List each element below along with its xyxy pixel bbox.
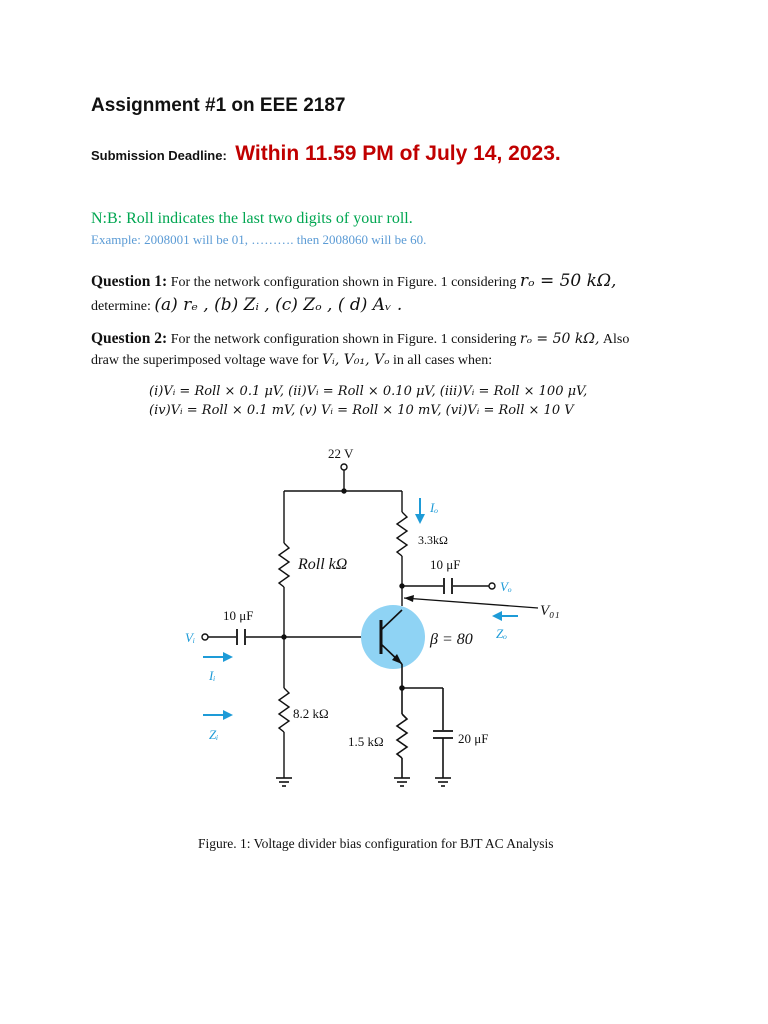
deadline-label: Submission Deadline: — [91, 148, 227, 163]
ii-arrow — [223, 652, 233, 662]
io-label: Iₒ — [430, 500, 439, 515]
question-1-label: Question 1: — [91, 273, 168, 290]
question-2-cases-intro: in all cases when: — [393, 353, 493, 368]
c-out-label: 10 μF — [430, 557, 461, 572]
r1-resistor — [279, 543, 289, 587]
figure-caption: Figure. 1: Voltage divider bias configuration for BJT AC Analysis — [198, 836, 554, 851]
question-1-text: For the network configuration shown in Figure. 1 considering — [170, 275, 517, 290]
example-note: Example: 2008001 will be 01, ………. then 2008060 will be 60. — [91, 232, 427, 247]
r2-resistor — [279, 688, 289, 732]
supply-terminal — [341, 464, 347, 470]
zo-arrow — [492, 611, 502, 621]
question-1 — [91, 270, 691, 318]
question-2-also: Also — [602, 332, 630, 347]
vi-label: Vᵢ — [185, 630, 195, 645]
ii-label: Iᵢ — [209, 668, 216, 683]
zi-label: Zᵢ — [209, 727, 219, 742]
v01-label: V₀₁ — [540, 603, 560, 619]
question-2-condition: rₒ = 50 kΩ, — [519, 331, 600, 347]
question-1-parts: (a) rₑ , (b) Zᵢ , (c) Zₒ , ( d) Aᵥ . — [154, 295, 403, 315]
c-in-label: 10 μF — [223, 608, 254, 623]
re-label: 1.5 kΩ — [348, 734, 384, 749]
nb-note: N:B: Roll indicates the last two digits of your roll. — [91, 210, 413, 227]
rc-resistor — [397, 512, 407, 556]
rc-label: 3.3kΩ — [418, 533, 448, 547]
question-1-condition: rₒ = 50 kΩ, — [519, 271, 617, 291]
supply-label: 22 V — [328, 446, 354, 461]
zo-label: Zₒ — [496, 626, 507, 641]
io-arrow — [415, 514, 425, 524]
question-1-determine: determine: — [91, 299, 151, 314]
question-2-draw: draw the superimposed voltage wave for — [91, 353, 319, 368]
question-2-waves: Vᵢ, V₀₁, Vₒ — [321, 352, 390, 368]
cases-line-2: (iv)Vᵢ = Roll × 0.1 mV, (v) Vᵢ = Roll × 10 mV, (vi)Vᵢ = Roll × 10 V — [149, 403, 574, 418]
deadline-row — [91, 142, 561, 166]
zi-arrow — [223, 710, 233, 720]
ground-symbols — [276, 778, 451, 786]
deadline-value: Within 11.59 PM of July 14, 2023. — [235, 142, 561, 165]
r2-label: 8.2 kΩ — [293, 706, 329, 721]
question-2 — [91, 329, 691, 371]
cases-line-1: (i)Vᵢ = Roll × 0.1 μV, (ii)Vᵢ = Roll × 0.10 μV, (iii)Vᵢ = Roll × 100 μV, — [149, 384, 588, 399]
re-resistor — [397, 714, 407, 758]
question-2-text: For the network configuration shown in Figure. 1 considering — [170, 332, 517, 347]
circuit-diagram — [0, 440, 768, 820]
beta-label: β = 80 — [430, 631, 473, 648]
c-e-label: 20 μF — [458, 731, 489, 746]
page-title: Assignment #1 on EEE 2187 — [91, 95, 346, 116]
vo-label: Vₒ — [500, 579, 512, 594]
question-2-label: Question 2: — [91, 330, 168, 347]
r1-label: Roll kΩ — [298, 556, 348, 573]
